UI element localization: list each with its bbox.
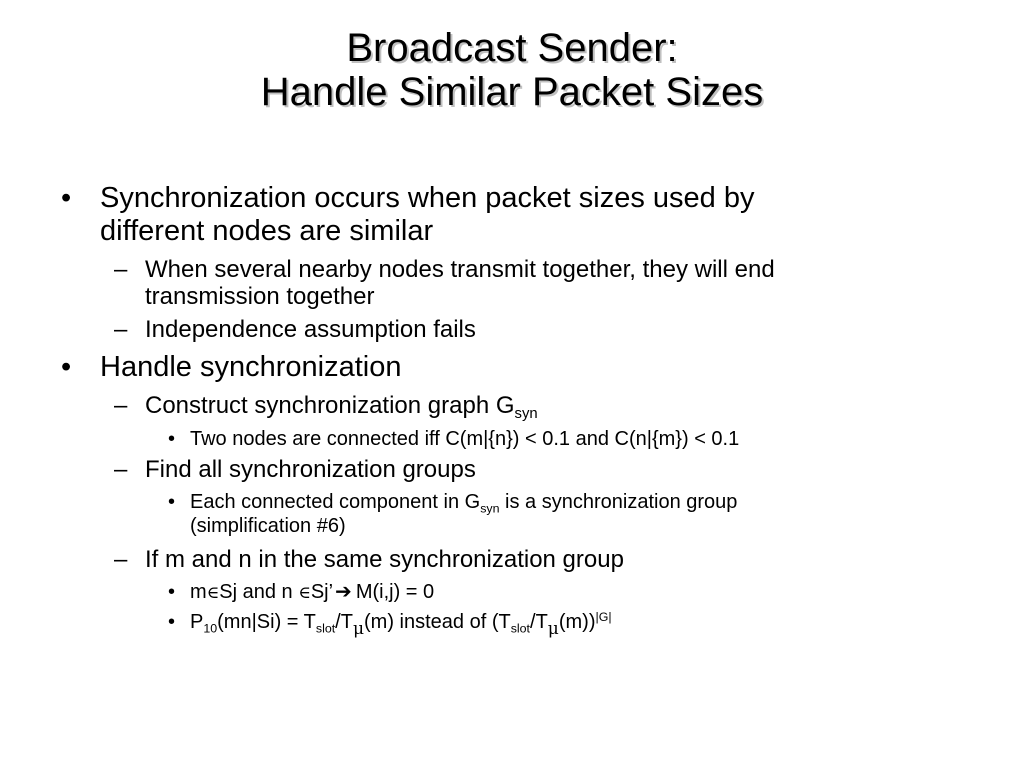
- sub-bullet-2-1: [145, 392, 538, 423]
- element-of-symbol: ∈: [298, 583, 311, 603]
- formula-part-b: (m) instead of (T: [364, 611, 511, 633]
- sub-sub-bullet-2-3-1: [190, 580, 434, 605]
- sub-sub-bullet-2-1-1: Two nodes are connected iff C(m|{n}) < 0.1 and C(n|{m}) < 0.1: [190, 428, 740, 450]
- text-post: is a synchronization group: [499, 491, 738, 513]
- implies-arrow-icon: ➔: [335, 581, 352, 603]
- bullet-1-line-1: Synchronization occurs when packet sizes used by: [100, 182, 755, 214]
- g-syn-subscript: syn: [514, 406, 538, 423]
- mu-subscript: μ: [547, 618, 559, 639]
- sub-bullet-2-3: If m and n in the same synchronization group: [145, 546, 624, 573]
- title-line-1: Broadcast Sender:: [346, 26, 678, 70]
- sub-bullet-1-1-line-1: When several nearby nodes transmit together, they will end: [145, 256, 775, 283]
- formula-part-c: (m)): [558, 611, 596, 633]
- dash-marker: –: [114, 256, 128, 283]
- bullet-marker: •: [61, 182, 72, 214]
- sub-sub-bullet-2-2-1-line-1: [190, 490, 737, 514]
- sub-sub-bullet-2-2-1-line-2: (simplification #6): [190, 515, 346, 537]
- bullet-marker: •: [168, 491, 176, 513]
- sub-bullet-2-2: Find all synchronization groups: [145, 456, 476, 483]
- dash-marker: –: [114, 316, 128, 343]
- var-m: m: [190, 581, 207, 603]
- sub-bullet-1-1-line-2: transmission together: [145, 283, 375, 310]
- bullet-marker: •: [168, 428, 176, 450]
- mu-subscript: μ: [352, 618, 365, 639]
- slot-subscript: slot: [510, 621, 531, 636]
- dash-marker: –: [114, 546, 128, 573]
- mij-equals-zero: M(i,j) = 0: [355, 581, 435, 603]
- text-pre: Each connected component in G: [190, 491, 481, 513]
- slash-t: /T: [530, 611, 548, 633]
- title-line-2: Handle Similar Packet Sizes: [260, 70, 764, 114]
- exponent-g: |G|: [595, 610, 612, 625]
- bullet-marker: •: [168, 611, 176, 633]
- element-of-symbol: ∈: [206, 583, 220, 603]
- p-symbol: P: [190, 611, 204, 633]
- bullet-marker: •: [168, 581, 176, 603]
- g-syn-subscript: syn: [480, 501, 500, 516]
- formula-part-a: (mn|Si) = T: [217, 611, 316, 633]
- dash-marker: –: [114, 392, 128, 419]
- bullet-1-line-2: different nodes are similar: [100, 215, 434, 247]
- p-subscript: 10: [203, 621, 218, 636]
- dash-marker: –: [114, 456, 128, 483]
- slot-subscript: slot: [315, 621, 336, 636]
- slash-t: /T: [335, 611, 353, 633]
- sj-and-n: Sj and n: [219, 581, 299, 603]
- sj-prime: Sj’: [310, 581, 334, 603]
- sub-bullet-1-2: Independence assumption fails: [145, 316, 476, 343]
- sub-bullet-2-1-text: Construct synchronization graph G: [145, 392, 515, 419]
- sub-sub-bullet-2-3-2: [190, 610, 612, 639]
- bullet-marker: •: [61, 351, 72, 383]
- bullet-2: Handle synchronization: [100, 351, 402, 383]
